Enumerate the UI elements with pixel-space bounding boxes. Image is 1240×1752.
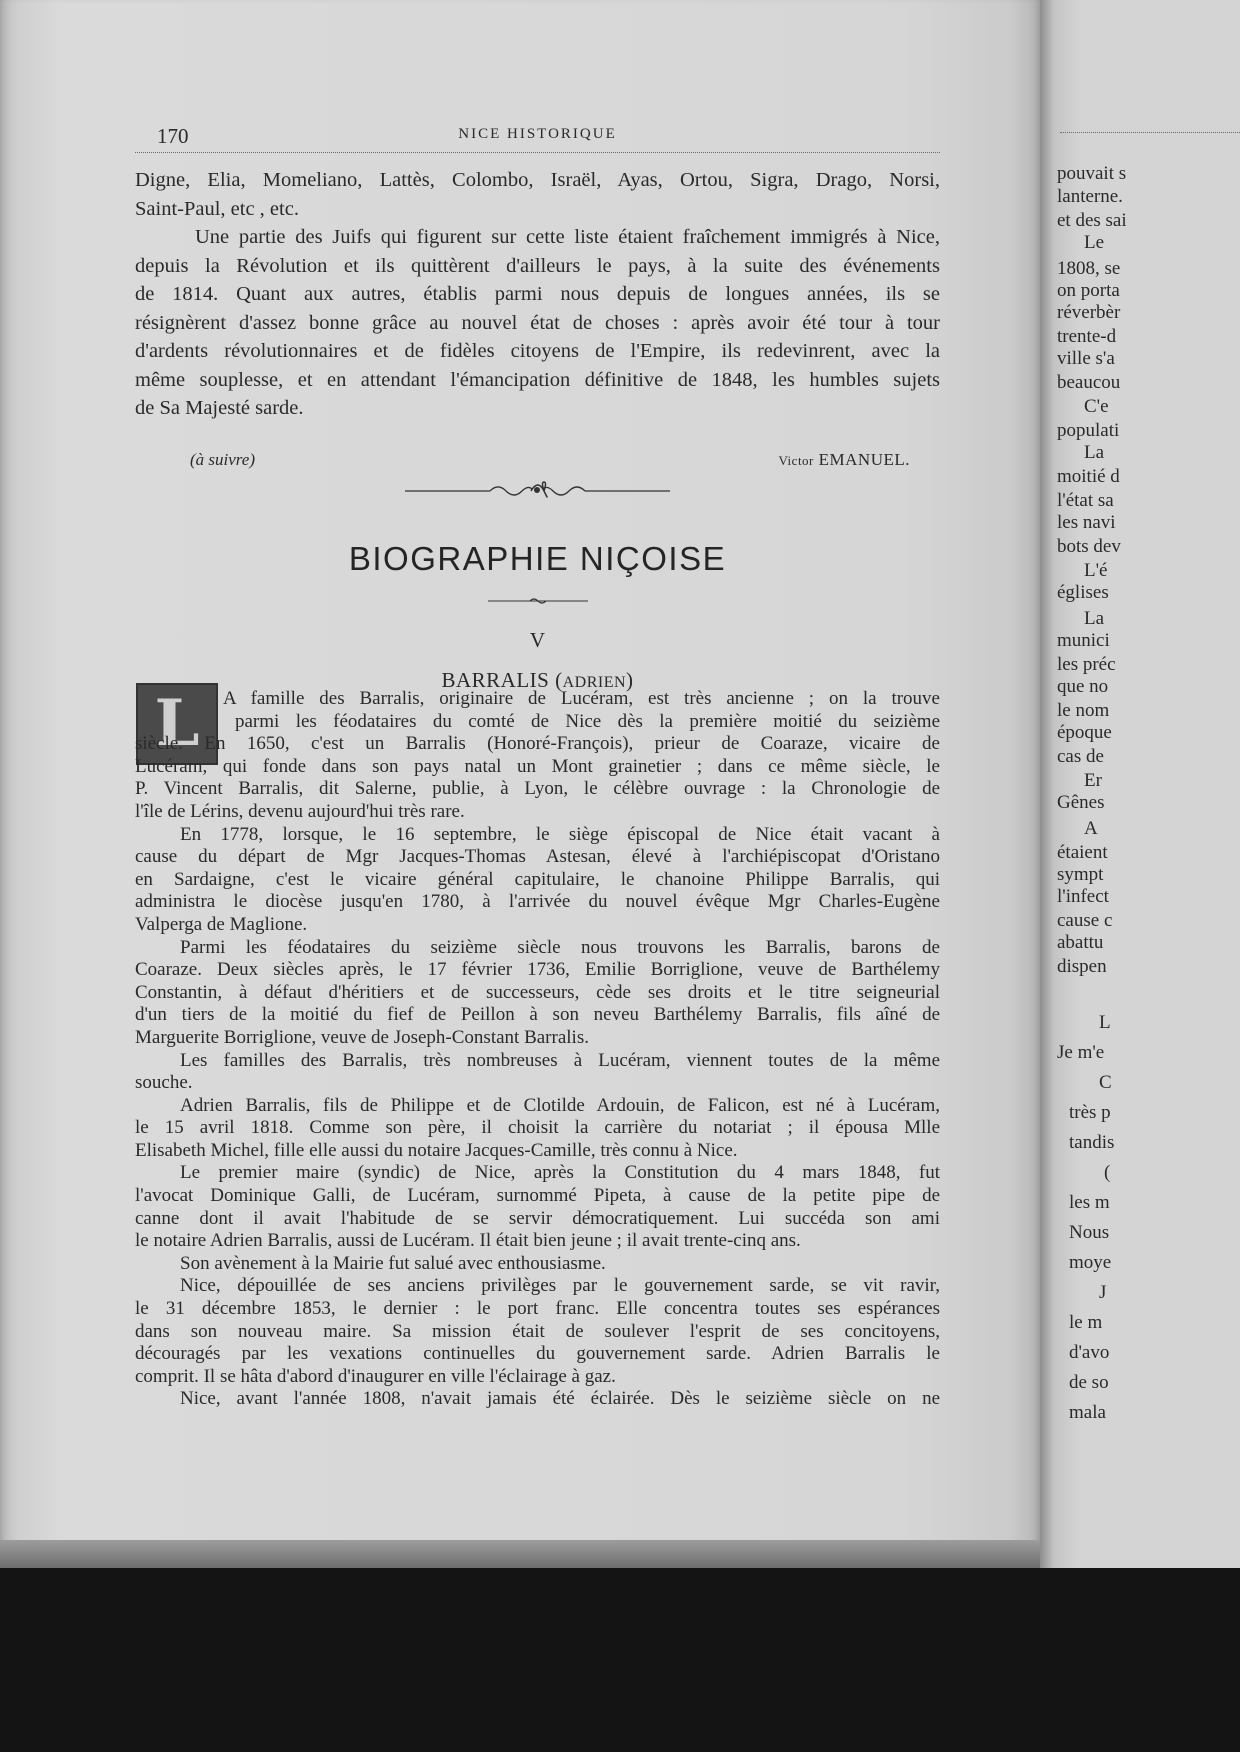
facing-page-line: très p: [1069, 1102, 1111, 1123]
facing-page-line: tandis: [1069, 1132, 1115, 1153]
text-line: Elisabeth Michel, fille elle aussi du notaire Jacques-Camille, très connu à Nice.: [135, 1139, 738, 1161]
facing-page-line: et des sai: [1057, 210, 1127, 231]
facing-page-line: le nom: [1057, 700, 1110, 721]
text-line: cause du départ de Mgr Jacques-Thomas Astesan, élevé à l'archiépiscopat d'Oristano: [135, 846, 940, 868]
title-rule-icon: [488, 596, 588, 606]
page-number: 170: [157, 124, 189, 148]
paragraph: [135, 166, 940, 223]
facing-page-line: églises: [1057, 582, 1109, 603]
facing-page-line: Gênes: [1057, 792, 1105, 813]
text-line: en Sardaigne, c'est le vicaire général capitulaire, le chanoine Philippe Barralis, qui: [135, 868, 940, 890]
paragraph: [135, 688, 940, 824]
text-line: Constantin, à défaut d'héritiers et de successeurs, cède ses droits et le titre seigneurial: [135, 981, 940, 1003]
paragraph: [135, 223, 940, 423]
facing-page-line: sympt: [1057, 864, 1104, 885]
facing-page-line: C: [1099, 1072, 1112, 1093]
facing-page-line: mala: [1069, 1402, 1106, 1423]
facing-page-line: Je m'e: [1057, 1042, 1105, 1063]
drop-cap-letter: L: [154, 686, 200, 761]
facing-page-line: La: [1084, 608, 1105, 629]
facing-page-line: C'e: [1084, 396, 1109, 417]
ornament-divider-icon: [405, 480, 670, 500]
facing-page-line: abattu: [1057, 932, 1104, 953]
text-line: souche.: [135, 1072, 193, 1094]
facing-page-line: dispen: [1057, 956, 1107, 977]
facing-page-line: d'avo: [1069, 1342, 1110, 1363]
article-title: BIOGRAPHIE NIÇOISE: [348, 540, 727, 577]
subject-name: BARRALIS: [441, 668, 550, 692]
facing-page-line: trente-d: [1057, 326, 1117, 347]
text-line: Son avènement à la Mairie fut salué avec enthousiasme.: [180, 1252, 606, 1274]
paragraph: [135, 1095, 940, 1163]
facing-page-line: l'infect: [1057, 886, 1109, 907]
text-line: siècle. En 1650, c'est un Barralis (Honoré-François), prieur de Coaraze, vicaire de: [135, 733, 940, 755]
text-line: même souplesse, et en attendant l'émancipation définitive de 1848, les humbles sujets: [135, 368, 940, 391]
facing-page-line: réverbèr: [1057, 302, 1121, 323]
facing-page-line: munici: [1057, 630, 1110, 651]
facing-page-line: pouvait s: [1057, 163, 1127, 184]
facing-page-line: que no: [1057, 676, 1109, 697]
facing-page-line: bots dev: [1057, 536, 1121, 557]
article-number: V: [529, 628, 546, 652]
text-line: En 1778, lorsque, le 16 septembre, le siège épiscopal de Nice était vacant à: [180, 823, 940, 845]
text-line: Parmi les féodataires du seizième siècle nous trouvons les Barralis, barons de: [180, 936, 940, 958]
article-subject: BARRALIS (ADRIEN): [441, 668, 634, 692]
text-line: depuis la Révolution et ils quittèrent d'ailleurs le pays, à la suite des événements: [135, 254, 940, 277]
facing-page-line: les navi: [1057, 512, 1116, 533]
facing-page-line: cas de: [1057, 746, 1104, 767]
text-line: Valperga de Maglione.: [135, 913, 308, 935]
paragraph: [135, 1050, 940, 1095]
facing-page-line: Le: [1084, 232, 1105, 253]
text-line: le 31 décembre 1853, le dernier : le port franc. Elle concentra toutes ses espérances: [135, 1298, 940, 1320]
text-line: Coaraze. Deux siècles après, le 17 février 1736, Emilie Borriglione, veuve de Barthélemy: [135, 959, 940, 981]
text-line: Le premier maire (syndic) de Nice, après la Constitution du 4 mars 1848, fut: [180, 1162, 940, 1184]
text-line: Une partie des Juifs qui figurent sur cette liste étaient fraîchement immigrés à Nice,: [195, 226, 940, 248]
facing-page-line: l'état sa: [1057, 490, 1114, 511]
text-line: le 15 avril 1818. Comme son père, il choisit la carrière du notariat ; il épousa Mlle: [135, 1117, 940, 1139]
text-line: dans son nouveau maire. Sa mission était de soulever l'esprit de ses concitoyens,: [135, 1320, 940, 1342]
text-line: le notaire Adrien Barralis, aussi de Lucéram. Il était bien jeune ; il avait trente-cinq ans.: [135, 1230, 801, 1252]
page-edge: [0, 1540, 1060, 1568]
facing-page-rule: [1060, 132, 1240, 133]
facing-page-line: lanterne.: [1057, 186, 1123, 207]
text-line: résignèrent d'assez bonne grâce au nouvel état de choses : après avoir été tour à tour: [135, 311, 940, 334]
text-line: l'île de Lérins, devenu aujourd'hui très rare.: [135, 800, 465, 822]
journal-title: NICE HISTORIQUE: [458, 126, 617, 142]
text-line: d'ardents révolutionnaires et de fidèles citoyens de l'Empire, ils redevinrent, avec la: [135, 340, 940, 362]
running-head: [135, 122, 940, 153]
facing-page: [1040, 0, 1240, 1570]
text-line: Nice, avant l'année 1808, n'avait jamais été éclairée. Dès le seizième siècle on ne: [180, 1388, 940, 1410]
facing-page-line: le m: [1069, 1312, 1103, 1333]
author-signature: [778, 450, 910, 470]
text-line: P. Vincent Barralis, dit Salerne, publie, à Lyon, le célèbre ouvrage : la Chronologie de: [135, 778, 940, 800]
facing-page-line: cause c: [1057, 910, 1113, 931]
facing-page-line: 1808, se: [1057, 258, 1121, 279]
facing-page-line: on porta: [1057, 280, 1120, 301]
scan-background: [0, 1568, 1240, 1752]
text-line: de 1814. Quant aux autres, établis parmi nous depuis de longues années, ils se: [135, 283, 940, 305]
continued-note: (à suivre): [190, 450, 255, 469]
facing-page-line: (: [1104, 1162, 1111, 1183]
facing-page-line: beaucou: [1057, 372, 1121, 393]
text-line: d'un tiers de la moitié du fief de Peillon à son neveu Barthélemy Barralis, fils aîné de: [135, 1004, 940, 1026]
text-line: Nice, dépouillée de ses anciens privilèges par le gouvernement sarde, se vit ravir,: [180, 1275, 940, 1297]
text-line: Saint-Paul, etc , etc.: [135, 197, 299, 220]
facing-page-line: les préc: [1057, 654, 1116, 675]
text-line: administra le diocèse jusqu'en 1780, à l'arrivée du nouvel évêque Mgr Charles-Eugène: [135, 891, 940, 913]
facing-page-line: les m: [1069, 1192, 1110, 1213]
text-line: Les familles des Barralis, très nombreuses à Lucéram, viennent toutes de la même: [180, 1049, 940, 1071]
text-line: A famille des Barralis, originaire de Lucéram, est très ancienne ; on la trouve: [223, 688, 940, 709]
paragraph: [135, 1388, 940, 1411]
text-line: Adrien Barralis, fils de Philippe et de Clotilde Ardouin, de Falicon, est né à Lucéram,: [180, 1094, 940, 1116]
facing-page-line: A: [1084, 818, 1098, 839]
text-line: comprit. Il se hâta d'abord d'inaugurer en ville l'éclairage à gaz.: [135, 1365, 616, 1387]
text-line: canne dont il avait l'habitude de se servir démocratiquement. Lui succéda son ami: [135, 1207, 940, 1229]
facing-page-line: J: [1099, 1282, 1107, 1303]
facing-page-line: moitié d: [1057, 466, 1120, 487]
paragraph: [135, 1162, 940, 1252]
paragraph: [135, 1253, 940, 1276]
text-line: l'avocat Dominique Galli, de Lucéram, surnommé Pipeta, à cause de la petite pipe de: [135, 1185, 940, 1207]
text-line: Marguerite Borriglione, veuve de Joseph-Constant Barralis.: [135, 1026, 589, 1048]
text-line: Lucéram, qui fonde dans son pays natal un Mont grainetier ; dans ce même siècle, le: [135, 755, 940, 777]
paragraph: [135, 937, 940, 1050]
previous-article-text: [135, 166, 940, 423]
text-line: découragés par les vexations continuelles du gouvernement sarde. Adrien Barralis le: [135, 1343, 940, 1365]
facing-page-line: Er: [1084, 770, 1102, 791]
facing-page-line: populati: [1057, 420, 1120, 441]
author-last-name: EMANUEL.: [818, 450, 910, 469]
facing-page-line: Nous: [1069, 1222, 1110, 1243]
facing-page-line: L: [1099, 1012, 1111, 1033]
text-line: parmi les féodataires du comté de Nice dès la première moitié du seizième: [235, 710, 940, 732]
text-line: de Sa Majesté sarde.: [135, 397, 304, 419]
facing-page-line: L'é: [1084, 560, 1108, 581]
subject-first-name: ADRIEN: [562, 674, 627, 691]
author-first-name: Victor: [778, 453, 814, 468]
facing-page-line: étaient: [1057, 842, 1108, 863]
text-line: Digne, Elia, Momeliano, Lattès, Colombo, Israël, Ayas, Ortou, Sigra, Drago, Norsi,: [135, 169, 940, 191]
facing-page-line: de so: [1069, 1372, 1109, 1393]
facing-page-line: moye: [1069, 1252, 1112, 1273]
paragraph: [135, 824, 940, 937]
paragraph: [135, 1275, 940, 1388]
signoff: [190, 450, 910, 470]
facing-page-line: ville s'a: [1057, 348, 1115, 369]
facing-page-line: époque: [1057, 722, 1112, 743]
facing-page-line: La: [1084, 442, 1105, 463]
article-body: [135, 688, 940, 1411]
